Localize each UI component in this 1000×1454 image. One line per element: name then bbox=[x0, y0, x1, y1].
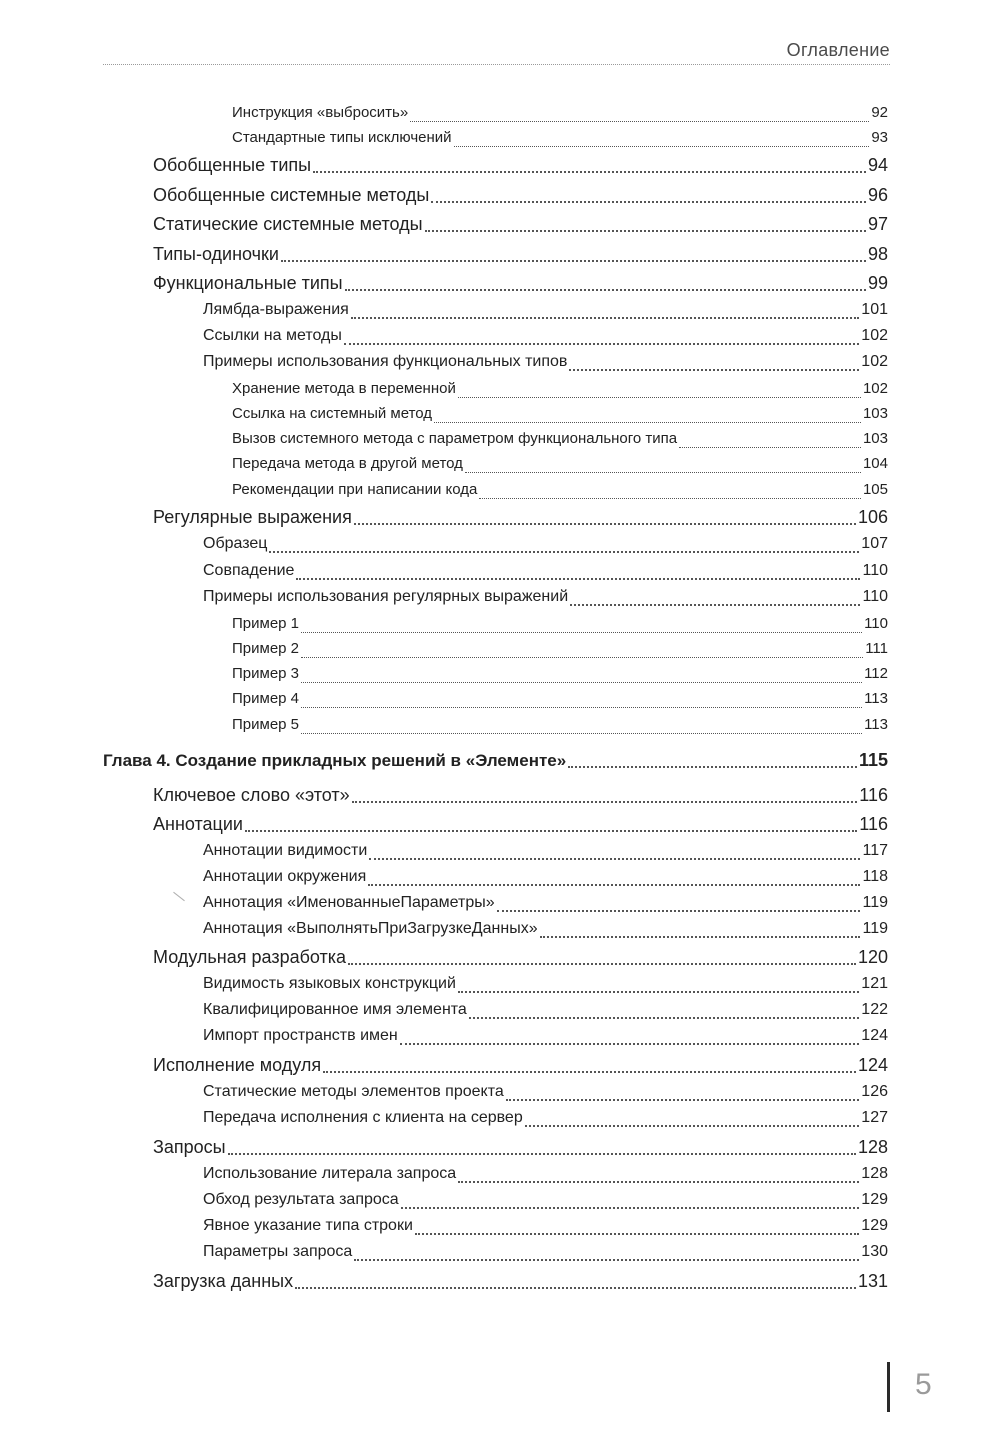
toc-entry[interactable] bbox=[153, 1271, 888, 1295]
toc-leader-dots bbox=[245, 830, 857, 832]
toc-leader-dots bbox=[465, 472, 861, 473]
toc-entry-title: Инструкция «выбросить» bbox=[232, 104, 409, 121]
toc-leader-dots bbox=[479, 498, 861, 499]
toc-entry-page: 92 bbox=[871, 104, 888, 121]
toc-entry[interactable] bbox=[203, 975, 888, 999]
toc-entry[interactable] bbox=[203, 301, 888, 325]
toc-entry-page: 126 bbox=[861, 1083, 888, 1100]
toc-entry-page: 129 bbox=[861, 1217, 888, 1234]
toc-entry-title: Регулярные выражения bbox=[153, 507, 352, 527]
toc-leader-dots bbox=[369, 858, 860, 860]
toc-leader-dots bbox=[301, 733, 862, 734]
toc-leader-dots bbox=[679, 447, 861, 448]
toc-entry-title: Аннотации окружения bbox=[203, 868, 367, 885]
toc-leader-dots bbox=[458, 397, 861, 398]
toc-entry-title: Образец bbox=[203, 535, 268, 552]
toc-leader-dots bbox=[301, 707, 862, 708]
toc-entry[interactable] bbox=[153, 185, 888, 209]
toc-entry-page: 103 bbox=[862, 405, 888, 422]
toc-entry-page: 116 bbox=[859, 785, 888, 805]
toc-entry-page: 110 bbox=[862, 588, 888, 605]
toc-leader-dots bbox=[425, 230, 866, 232]
toc-entry[interactable] bbox=[203, 1191, 888, 1215]
toc-entry[interactable] bbox=[203, 920, 888, 944]
toc-entry[interactable] bbox=[153, 814, 888, 838]
toc-entry[interactable] bbox=[232, 640, 888, 664]
toc-leader-dots bbox=[434, 422, 861, 423]
toc-entry[interactable] bbox=[203, 1001, 888, 1025]
toc-entry-page: 94 bbox=[867, 155, 888, 175]
toc-entry-title: Параметры запроса bbox=[203, 1243, 353, 1260]
toc-entry-title: Лямбда-выражения bbox=[203, 301, 349, 318]
toc-entry-page: 99 bbox=[867, 273, 888, 293]
toc-entry-title: Пример 3 bbox=[232, 665, 300, 682]
toc-entry[interactable] bbox=[153, 785, 888, 809]
toc-leader-dots bbox=[351, 317, 859, 319]
toc-entry[interactable] bbox=[203, 327, 888, 351]
toc-entry[interactable] bbox=[232, 690, 888, 714]
toc-leader-dots bbox=[506, 1099, 860, 1101]
toc-entry-title: Модульная разработка bbox=[153, 947, 347, 967]
toc-leader-dots bbox=[228, 1153, 856, 1155]
toc-entry-title: Передача метода в другой метод bbox=[232, 455, 463, 472]
toc-entry-title: Импорт пространств имен bbox=[203, 1027, 398, 1044]
toc-entry[interactable] bbox=[203, 1165, 888, 1189]
toc-leader-dots bbox=[354, 523, 856, 525]
toc-leader-dots bbox=[368, 884, 860, 886]
toc-entry-title: Пример 2 bbox=[232, 640, 300, 657]
toc-entry-title: Рекомендации при написании кода bbox=[232, 481, 478, 498]
toc-entry-page: 97 bbox=[867, 214, 888, 234]
toc-leader-dots bbox=[410, 121, 869, 122]
toc-entry[interactable] bbox=[203, 868, 888, 892]
toc-leader-dots bbox=[525, 1125, 860, 1127]
toc-entry[interactable] bbox=[232, 455, 888, 479]
toc-entry-page: 111 bbox=[865, 640, 888, 657]
toc-entry-page: 106 bbox=[857, 507, 888, 527]
toc-entry[interactable] bbox=[232, 615, 888, 639]
toc-leader-dots bbox=[295, 1287, 856, 1289]
toc-leader-dots bbox=[281, 260, 866, 262]
toc-entry-page: 131 bbox=[857, 1271, 888, 1291]
toc-entry-title: Пример 5 bbox=[232, 716, 300, 733]
toc-entry[interactable] bbox=[203, 535, 888, 559]
toc-entry-page: 119 bbox=[862, 894, 888, 911]
toc-entry-title: Ссылки на методы bbox=[203, 327, 342, 344]
toc-entry-title: Ссылка на системный метод bbox=[232, 405, 433, 422]
toc-entry[interactable] bbox=[203, 894, 888, 918]
toc-leader-dots bbox=[540, 936, 861, 938]
toc-leader-dots bbox=[469, 1017, 859, 1019]
toc-entry[interactable] bbox=[203, 1083, 888, 1107]
toc-entry-title: Загрузка данных bbox=[153, 1271, 294, 1291]
toc-entry[interactable] bbox=[203, 562, 888, 586]
toc-entry-page: 96 bbox=[867, 185, 888, 205]
toc-entry[interactable] bbox=[203, 1027, 888, 1051]
toc-entry-title: Примеры использования функциональных типов bbox=[203, 353, 568, 370]
toc-leader-dots bbox=[323, 1071, 856, 1073]
toc-entry[interactable] bbox=[203, 588, 888, 612]
toc-entry-title: Аннотации bbox=[153, 814, 243, 834]
toc-entry[interactable] bbox=[153, 214, 888, 238]
toc-entry-title: Исполнение модуля bbox=[153, 1055, 322, 1075]
toc-leader-dots bbox=[301, 682, 862, 683]
toc-entry-title: Примеры использования регулярных выражений bbox=[203, 588, 569, 605]
toc-leader-dots bbox=[497, 910, 861, 912]
toc-entry-page: 117 bbox=[862, 842, 888, 859]
toc-entry[interactable] bbox=[232, 481, 888, 505]
toc-entry-page: 122 bbox=[861, 1001, 888, 1018]
toc-leader-dots bbox=[570, 604, 860, 606]
toc-leader-dots bbox=[269, 551, 859, 553]
toc-leader-dots bbox=[400, 1043, 860, 1045]
toc-entry-page: 128 bbox=[857, 1137, 888, 1157]
toc-entry[interactable] bbox=[232, 129, 888, 153]
toc-entry-page: 107 bbox=[861, 535, 888, 552]
toc-entry-title: Ключевое слово «этот» bbox=[153, 785, 350, 805]
toc-entry-page: 93 bbox=[871, 129, 888, 146]
toc-entry-title: Аннотация «ИменованныеПараметры» bbox=[203, 894, 495, 911]
toc-leader-dots bbox=[301, 657, 863, 658]
toc-leader-dots bbox=[354, 1259, 859, 1261]
toc-entry-title: Хранение метода в переменной bbox=[232, 380, 456, 397]
toc-entry-title: Глава 4. Создание прикладных решений в «Элементе» bbox=[103, 751, 567, 770]
toc-entry[interactable] bbox=[153, 947, 888, 971]
toc-leader-dots bbox=[401, 1207, 860, 1209]
toc-entry-page: 124 bbox=[861, 1027, 888, 1044]
toc-entry-page: 120 bbox=[857, 947, 888, 967]
toc-entry-title: Запросы bbox=[153, 1137, 226, 1157]
page-number: 5 bbox=[915, 1368, 932, 1401]
toc-entry-page: 102 bbox=[862, 380, 888, 397]
toc-entry-page: 124 bbox=[857, 1055, 888, 1075]
toc-leader-dots bbox=[348, 963, 856, 965]
toc-entry-page: 102 bbox=[861, 353, 888, 370]
toc-entry[interactable] bbox=[203, 842, 888, 866]
toc-leader-dots bbox=[431, 201, 866, 203]
toc-entry[interactable] bbox=[232, 104, 888, 128]
toc-entry-title: Типы-одиночки bbox=[153, 244, 279, 264]
toc-entry-title: Совпадение bbox=[203, 562, 295, 579]
toc-leader-dots bbox=[313, 171, 866, 173]
toc-entry-page: 113 bbox=[864, 716, 888, 733]
toc-leader-dots bbox=[458, 1181, 859, 1183]
toc-entry[interactable] bbox=[232, 405, 888, 429]
toc-leader-dots bbox=[415, 1233, 859, 1235]
toc-leader-dots bbox=[296, 578, 860, 580]
toc-entry-page: 98 bbox=[867, 244, 888, 264]
toc-entry-page: 103 bbox=[862, 430, 888, 447]
toc-entry-page: 128 bbox=[861, 1165, 888, 1182]
toc-entry[interactable] bbox=[232, 430, 888, 454]
toc-leader-dots bbox=[352, 801, 858, 803]
toc-entry-page: 110 bbox=[864, 615, 888, 632]
toc-entry-title: Пример 1 bbox=[232, 615, 300, 632]
toc-leader-dots bbox=[345, 289, 866, 291]
toc-chapter-entry[interactable] bbox=[103, 750, 888, 774]
toc-entry-page: 115 bbox=[858, 750, 888, 770]
toc-entry-page: 113 bbox=[864, 690, 888, 707]
toc-entry-title: Статические методы элементов проекта bbox=[203, 1083, 504, 1100]
page-number-bar bbox=[887, 1362, 890, 1412]
toc-entry-title: Стандартные типы исключений bbox=[232, 129, 452, 146]
toc-entry-title: Вызов системного метода с параметром функционального типа bbox=[232, 430, 678, 447]
toc-entry[interactable] bbox=[232, 665, 888, 689]
toc-entry-page: 130 bbox=[861, 1243, 888, 1260]
toc-entry-page: 105 bbox=[862, 481, 888, 498]
toc-entry-page: 119 bbox=[862, 920, 888, 937]
toc-entry[interactable] bbox=[203, 1243, 888, 1267]
toc-entry-title: Обход результата запроса bbox=[203, 1191, 399, 1208]
toc-leader-dots bbox=[301, 632, 862, 633]
toc-leader-dots bbox=[454, 146, 870, 147]
toc-entry[interactable] bbox=[153, 244, 888, 268]
toc-leader-dots bbox=[458, 991, 859, 993]
toc-entry-title: Пример 4 bbox=[232, 690, 300, 707]
toc-entry-title: Видимость языковых конструкций bbox=[203, 975, 456, 992]
toc-entry[interactable] bbox=[232, 716, 888, 740]
toc-entry-title: Функциональные типы bbox=[153, 273, 343, 293]
toc-entry[interactable] bbox=[203, 353, 888, 377]
toc-entry-title: Квалифицированное имя элемента bbox=[203, 1001, 467, 1018]
running-header: Оглавление bbox=[786, 40, 890, 60]
toc-entry-title: Использование литерала запроса bbox=[203, 1165, 457, 1182]
toc-leader-dots bbox=[344, 343, 859, 345]
toc-entry-title: Передача исполнения с клиента на сервер bbox=[203, 1109, 523, 1126]
toc-entry-title: Явное указание типа строки bbox=[203, 1217, 413, 1234]
toc-entry[interactable] bbox=[203, 1217, 888, 1241]
toc-entry-page: 112 bbox=[864, 665, 888, 682]
toc-entry-page: 110 bbox=[862, 562, 888, 579]
toc-entry-title: Обобщенные типы bbox=[153, 155, 312, 175]
toc-entry-page: 101 bbox=[861, 301, 888, 318]
toc-entry[interactable] bbox=[153, 507, 888, 531]
toc-entry-title: Статические системные методы bbox=[153, 214, 423, 234]
toc-entry-page: 104 bbox=[862, 455, 888, 472]
toc-entry[interactable] bbox=[153, 155, 888, 179]
toc-entry-page: 129 bbox=[861, 1191, 888, 1208]
toc-entry-page: 121 bbox=[861, 975, 888, 992]
toc-entry[interactable] bbox=[232, 380, 888, 404]
toc-entry-page: 118 bbox=[862, 868, 888, 885]
toc-entry-page: 116 bbox=[859, 814, 888, 834]
toc-entry-title: Аннотация «ВыполнятьПриЗагрузкеДанных» bbox=[203, 920, 538, 937]
toc-entry[interactable] bbox=[203, 1109, 888, 1133]
toc-entry[interactable] bbox=[153, 1137, 888, 1161]
toc-leader-dots bbox=[569, 369, 859, 371]
toc-leader-dots bbox=[568, 766, 857, 768]
toc-entry-title: Обобщенные системные методы bbox=[153, 185, 430, 205]
toc-entry[interactable] bbox=[153, 273, 888, 297]
toc-entry-page: 127 bbox=[861, 1109, 888, 1126]
toc-entry-title: Аннотации видимости bbox=[203, 842, 368, 859]
toc-entry-page: 102 bbox=[861, 327, 888, 344]
toc-entry[interactable] bbox=[153, 1055, 888, 1079]
